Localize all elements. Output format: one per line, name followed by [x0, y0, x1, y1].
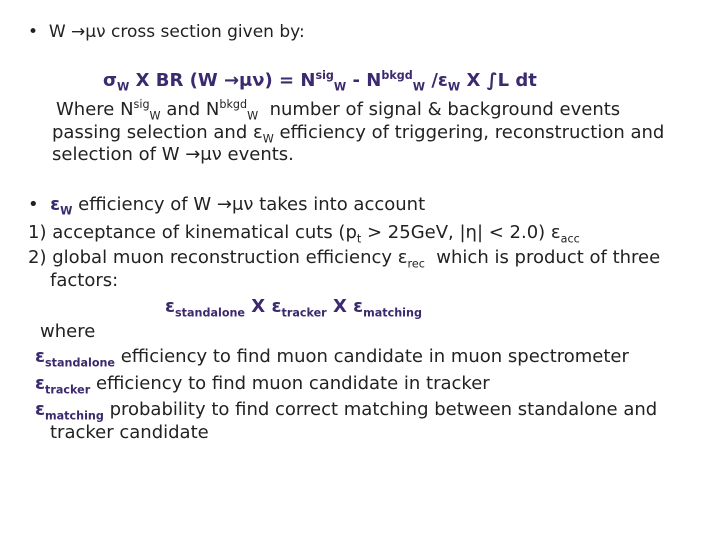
- where-text-a: Where N: [56, 99, 134, 120]
- item-2-continued: [50, 270, 118, 292]
- def-3-text: probability to find correct matching between standalone and: [109, 399, 658, 420]
- bullet-marker: •: [28, 22, 39, 42]
- epsilon-standalone: ε: [165, 296, 176, 317]
- where-sub-2: W: [247, 109, 259, 123]
- formula-part-1: X BR (W →μν) = N: [135, 70, 316, 91]
- where-text-f: selection of W →μν events.: [52, 144, 294, 165]
- nsig-superscript: sig: [315, 69, 334, 82]
- def-1-epsilon: ε: [35, 346, 46, 367]
- formula-tail: X ∫L dt: [466, 70, 537, 91]
- times-1: X: [251, 296, 266, 317]
- bullet-marker-2: •: [28, 194, 39, 215]
- def-2-epsilon: ε: [35, 373, 46, 394]
- formula-divide: /ε: [431, 70, 448, 91]
- where-text-e: efficiency of triggering, reconstruction and: [279, 122, 665, 143]
- def-3-sub: matching: [45, 409, 104, 423]
- def-3-epsilon: ε: [35, 399, 46, 420]
- item-2-sub: rec: [407, 257, 425, 271]
- def-2-sub: tracker: [45, 383, 91, 397]
- item-1-sub: t: [356, 232, 362, 246]
- bullet-text: W →μν cross section given by:: [48, 22, 305, 42]
- where-sup-2: bkgd: [219, 98, 248, 111]
- where-line-1: [56, 99, 620, 121]
- def-1-text: efficiency to find muon candidate in muon spectrometer: [120, 346, 629, 367]
- epsilon-standalone-sub: standalone: [175, 306, 245, 320]
- def-standalone: [35, 346, 629, 368]
- where-sup-1: sig: [133, 98, 150, 111]
- item-2: [28, 247, 660, 269]
- item-1-sub-2: acc: [560, 232, 580, 246]
- def-2-text: efficiency to find muon candidate in tracker: [95, 373, 490, 394]
- formula-minus: - N: [352, 70, 382, 91]
- cross-section-formula: [103, 70, 537, 92]
- item-2-text-c: factors:: [50, 270, 119, 291]
- item-1: [28, 222, 580, 244]
- item-1-text-b: > 25GeV, |η| < 2.0) ε: [366, 222, 561, 243]
- def-1-sub: standalone: [45, 356, 115, 370]
- where-word: where: [40, 321, 96, 342]
- epsilon-tracker-sub: tracker: [281, 306, 327, 320]
- where-line-3: [52, 144, 294, 166]
- nbkg-superscript: bkgd: [381, 69, 413, 82]
- where-text-b: and N: [166, 99, 220, 120]
- def-matching: [35, 399, 657, 421]
- where-sub-1: W: [149, 109, 161, 123]
- where-text-c: number of signal & background events: [269, 99, 621, 120]
- item-1-text-a: 1) acceptance of kinematical cuts (p: [28, 222, 357, 243]
- epsilon-matching: ε: [353, 296, 364, 317]
- where-text-d: passing selection and ε: [52, 122, 263, 143]
- bullet-2-text: efficiency of W →μν takes into account: [78, 194, 426, 215]
- nbkg-subscript: W: [412, 80, 426, 94]
- item-2-text-a: 2) global muon reconstruction efficiency ε: [28, 247, 408, 268]
- epsilon-w-sub: W: [60, 204, 73, 218]
- bullet-line-2: [28, 194, 425, 216]
- eps-subscript: W: [447, 80, 461, 94]
- def-tracker: [35, 373, 490, 395]
- nsig-subscript: W: [333, 80, 347, 94]
- def-matching-continued: [50, 422, 209, 444]
- where-sub-3: W: [262, 132, 274, 146]
- efficiency-product: [165, 296, 422, 318]
- sigma-symbol: σ: [103, 70, 118, 91]
- item-2-text-b: which is product of three: [436, 247, 661, 268]
- epsilon-matching-sub: matching: [363, 306, 422, 320]
- times-2: X: [332, 296, 347, 317]
- epsilon-w: ε: [50, 194, 61, 215]
- sigma-subscript: W: [117, 80, 130, 94]
- where-line-2: [52, 122, 664, 144]
- bullet-line-1: [28, 22, 305, 42]
- epsilon-tracker: ε: [271, 296, 282, 317]
- where-label: [40, 321, 95, 343]
- def-3-text-continued: tracker candidate: [50, 422, 209, 443]
